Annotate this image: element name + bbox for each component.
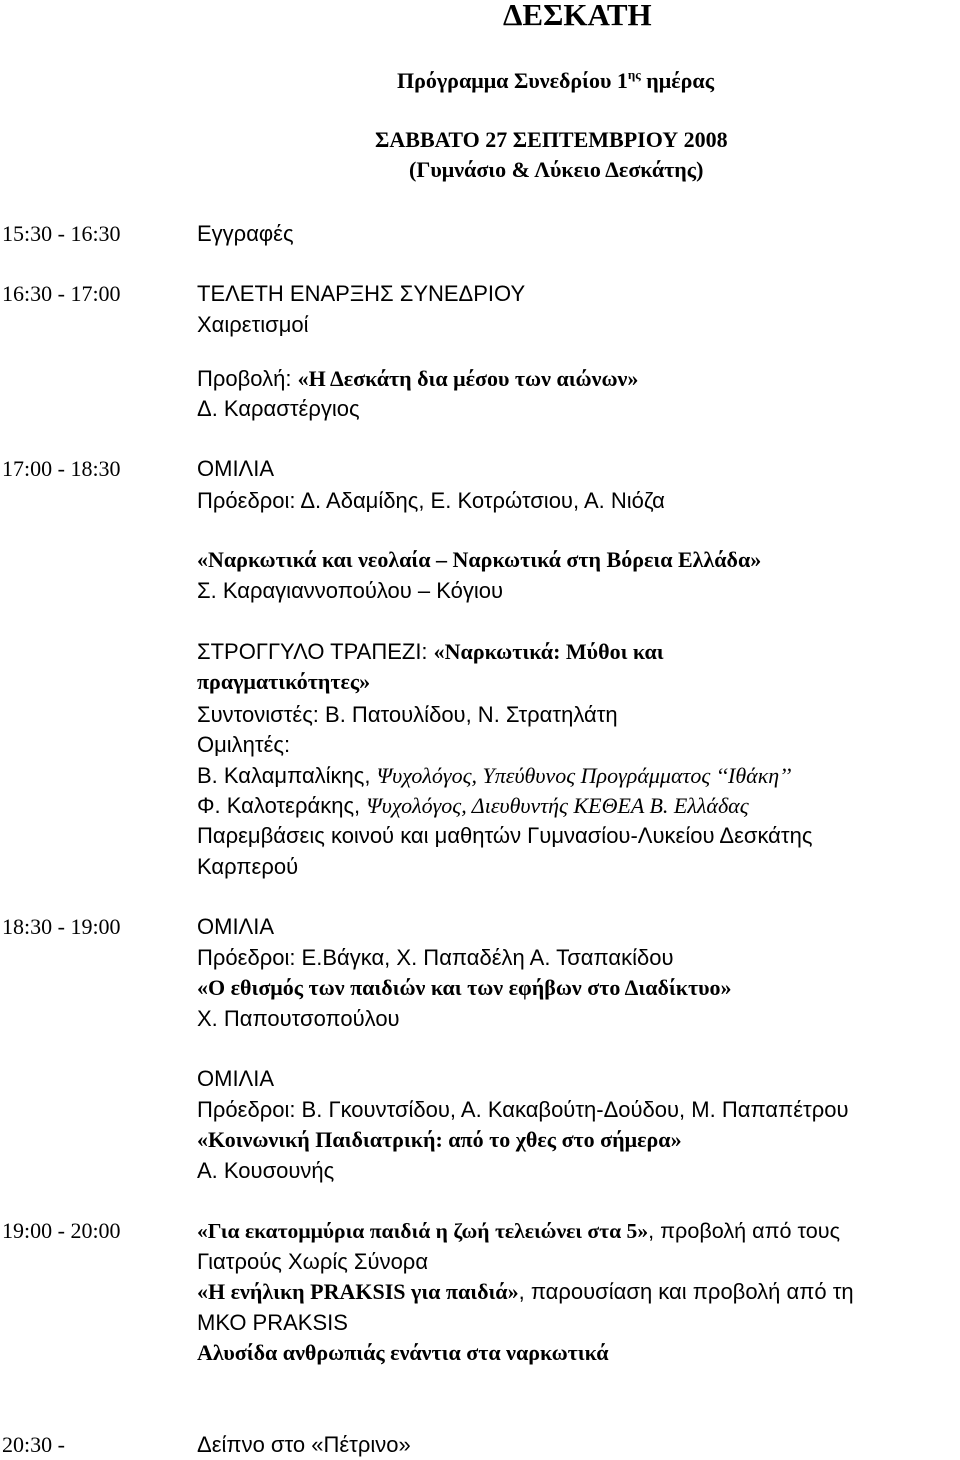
screening-title: «Η ενήλικη PRAKSIS για παιδιά» bbox=[197, 1279, 519, 1304]
session-time: 16:30 - 17:00 bbox=[2, 281, 121, 306]
session-text bbox=[197, 364, 638, 394]
session-text: Καρπερού bbox=[197, 854, 299, 879]
session-text: ΟΜΙΛΙΑ bbox=[197, 914, 275, 939]
speaker-name: Φ. Καλοτεράκης, bbox=[197, 793, 367, 818]
event-date: ΣΑΒΒΑΤΟ 27 ΣΕΠΤΕΜΒΡΙΟΥ 2008 bbox=[375, 127, 728, 152]
session-text: Α. Κουσουνής bbox=[197, 1158, 335, 1183]
program-heading bbox=[397, 66, 714, 96]
session-text: ΟΜΙΛΙΑ bbox=[197, 456, 275, 481]
program-heading-text: Πρόγραμμα Συνεδρίου 1 bbox=[397, 68, 628, 93]
speaker-role: Ψυχολόγος, Διευθυντής ΚΕΘΕΑ Β. Ελλάδας bbox=[366, 793, 749, 818]
session-text: Παρεμβάσεις κοινού και μαθητών Γυμνασίου-Λυκείου Δεσκάτης bbox=[197, 823, 813, 848]
talk-title: «Κοινωνική Παιδιατρική: από το χθες στο σήμερα» bbox=[197, 1127, 682, 1152]
session-text: Ομιλητές: bbox=[197, 732, 291, 757]
screening-note: , παρουσίαση και προβολή από τη bbox=[518, 1279, 854, 1304]
program-heading-sup: ης bbox=[627, 67, 641, 82]
session-text: Γιατρούς Χωρίς Σύνορα bbox=[197, 1249, 429, 1274]
round-table-title: «Ναρκωτικά: Μύθοι και bbox=[433, 639, 664, 664]
screening-note: , προβολή από τους bbox=[648, 1218, 841, 1243]
session-text: ΜΚΟ PRAKSIS bbox=[197, 1310, 348, 1335]
screening-label: Προβολή: bbox=[197, 366, 298, 391]
session-time: 15:30 - 16:30 bbox=[2, 221, 121, 246]
session-text: Χ. Παπουτσοπούλου bbox=[197, 1006, 400, 1031]
session-text bbox=[197, 1216, 840, 1246]
event-title: Αλυσίδα ανθρωπιάς ενάντια στα ναρκωτικά bbox=[197, 1340, 609, 1365]
session-text: Εγγραφές bbox=[197, 221, 294, 246]
session-text: Σ. Καραγιαννοπούλου – Κόγιου bbox=[197, 578, 504, 603]
talk-title: «Ο εθισμός των παιδιών και των εφήβων στο Διαδίκτυο» bbox=[197, 975, 732, 1000]
session-text: Πρόεδροι: Δ. Αδαμίδης, Ε. Κοτρώτσιου, Α. Νιόζα bbox=[197, 488, 665, 513]
speaker-name: Β. Καλαμπαλίκης, bbox=[197, 763, 377, 788]
speaker-role: Ψυχολόγος, Υπεύθυνος Προγράμματος ‘‘Ιθάκη’’ bbox=[376, 763, 792, 788]
session-text bbox=[197, 637, 664, 667]
session-time: 19:00 - 20:00 bbox=[2, 1218, 121, 1243]
session-time: 18:30 - 19:00 bbox=[2, 914, 121, 939]
event-venue: (Γυμνάσιο & Λύκειο Δεσκάτης) bbox=[409, 157, 704, 182]
screening-title: «Η Δεσκάτη δια μέσου των αιώνων» bbox=[297, 366, 639, 391]
session-text: Χαιρετισμοί bbox=[197, 312, 309, 337]
session-text: ΟΜΙΛΙΑ bbox=[197, 1066, 275, 1091]
program-heading-suffix: ημέρας bbox=[640, 68, 714, 93]
session-text: Δείπνο στο «Πέτρινο» bbox=[197, 1432, 411, 1457]
session-text bbox=[197, 1277, 854, 1307]
session-text bbox=[197, 791, 749, 821]
session-text: Πρόεδροι: Β. Γκουντσίδου, Α. Κακαβούτη-Δούδου, Μ. Παπαπέτρου bbox=[197, 1097, 849, 1122]
round-table-label: ΣΤΡΟΓΓΥΛΟ ΤΡΑΠΕΖΙ: bbox=[197, 639, 434, 664]
session-time: 17:00 - 18:30 bbox=[2, 456, 121, 481]
page-title: ΔΕΣΚΑΤΗ bbox=[503, 0, 652, 32]
session-text: Δ. Καραστέργιος bbox=[197, 396, 360, 421]
session-text: Συντονιστές: Β. Πατουλίδου, Ν. Στρατηλάτη bbox=[197, 702, 618, 727]
round-table-title-cont: πραγματικότητες» bbox=[197, 669, 371, 694]
session-time: 20:30 - bbox=[2, 1432, 65, 1457]
session-text: ΤΕΛΕΤΗ ΕΝΑΡΞΗΣ ΣΥΝΕΔΡΙΟΥ bbox=[197, 281, 526, 306]
talk-title: «Ναρκωτικά και νεολαία – Ναρκωτικά στη Βόρεια Ελλάδα» bbox=[197, 547, 762, 572]
session-text: Πρόεδροι: Ε.Βάγκα, Χ. Παπαδέλη Α. Τσαπακίδου bbox=[197, 945, 674, 970]
session-text bbox=[197, 761, 791, 791]
screening-title: «Για εκατομμύρια παιδιά η ζωή τελειώνει στα 5» bbox=[197, 1219, 649, 1243]
